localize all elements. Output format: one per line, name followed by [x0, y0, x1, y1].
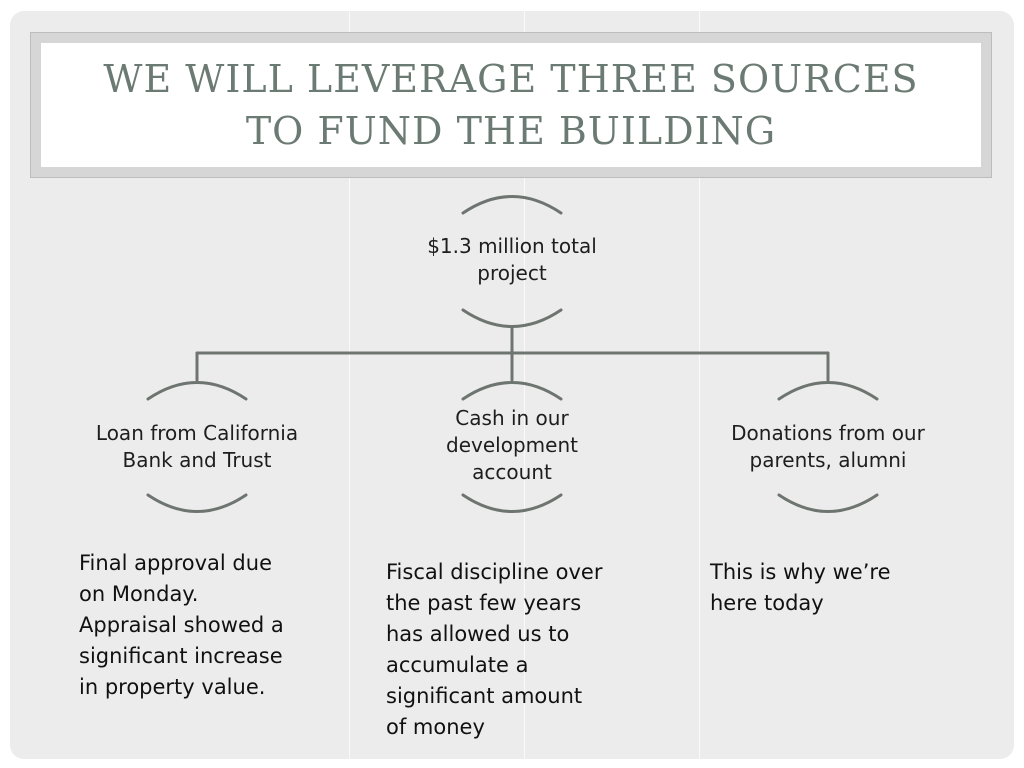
root-node-top-arc [463, 197, 561, 214]
root-node-label: $1.3 million total project [427, 234, 597, 285]
root-node-bottom-arc [463, 310, 561, 327]
child-node-1-bottom-arc [148, 495, 246, 512]
child-node-2-top-arc [463, 383, 561, 400]
child-node-2-bottom-arc [463, 495, 561, 512]
child-node-3-label: Donations from our parents, alumni [731, 421, 925, 472]
child-node-1-top-arc [148, 383, 246, 400]
child-node-2-label: Cash in our development account [446, 406, 578, 484]
note-donations: This is why we’re here today [710, 560, 891, 615]
slide-title: WE WILL LEVERAGE THREE SOURCES TO FUND THE BUILDING [103, 57, 919, 153]
note-cash: Fiscal discipline over the past few years has allowed us to accumulate a significant amount of money [386, 560, 603, 739]
child-node-3-bottom-arc [779, 495, 877, 512]
note-loan: Final approval due on Monday. Appraisal showed a significant increase in property value. [79, 551, 284, 699]
child-node-3-top-arc [779, 383, 877, 400]
child-node-1-label: Loan from California Bank and Trust [95, 421, 299, 472]
